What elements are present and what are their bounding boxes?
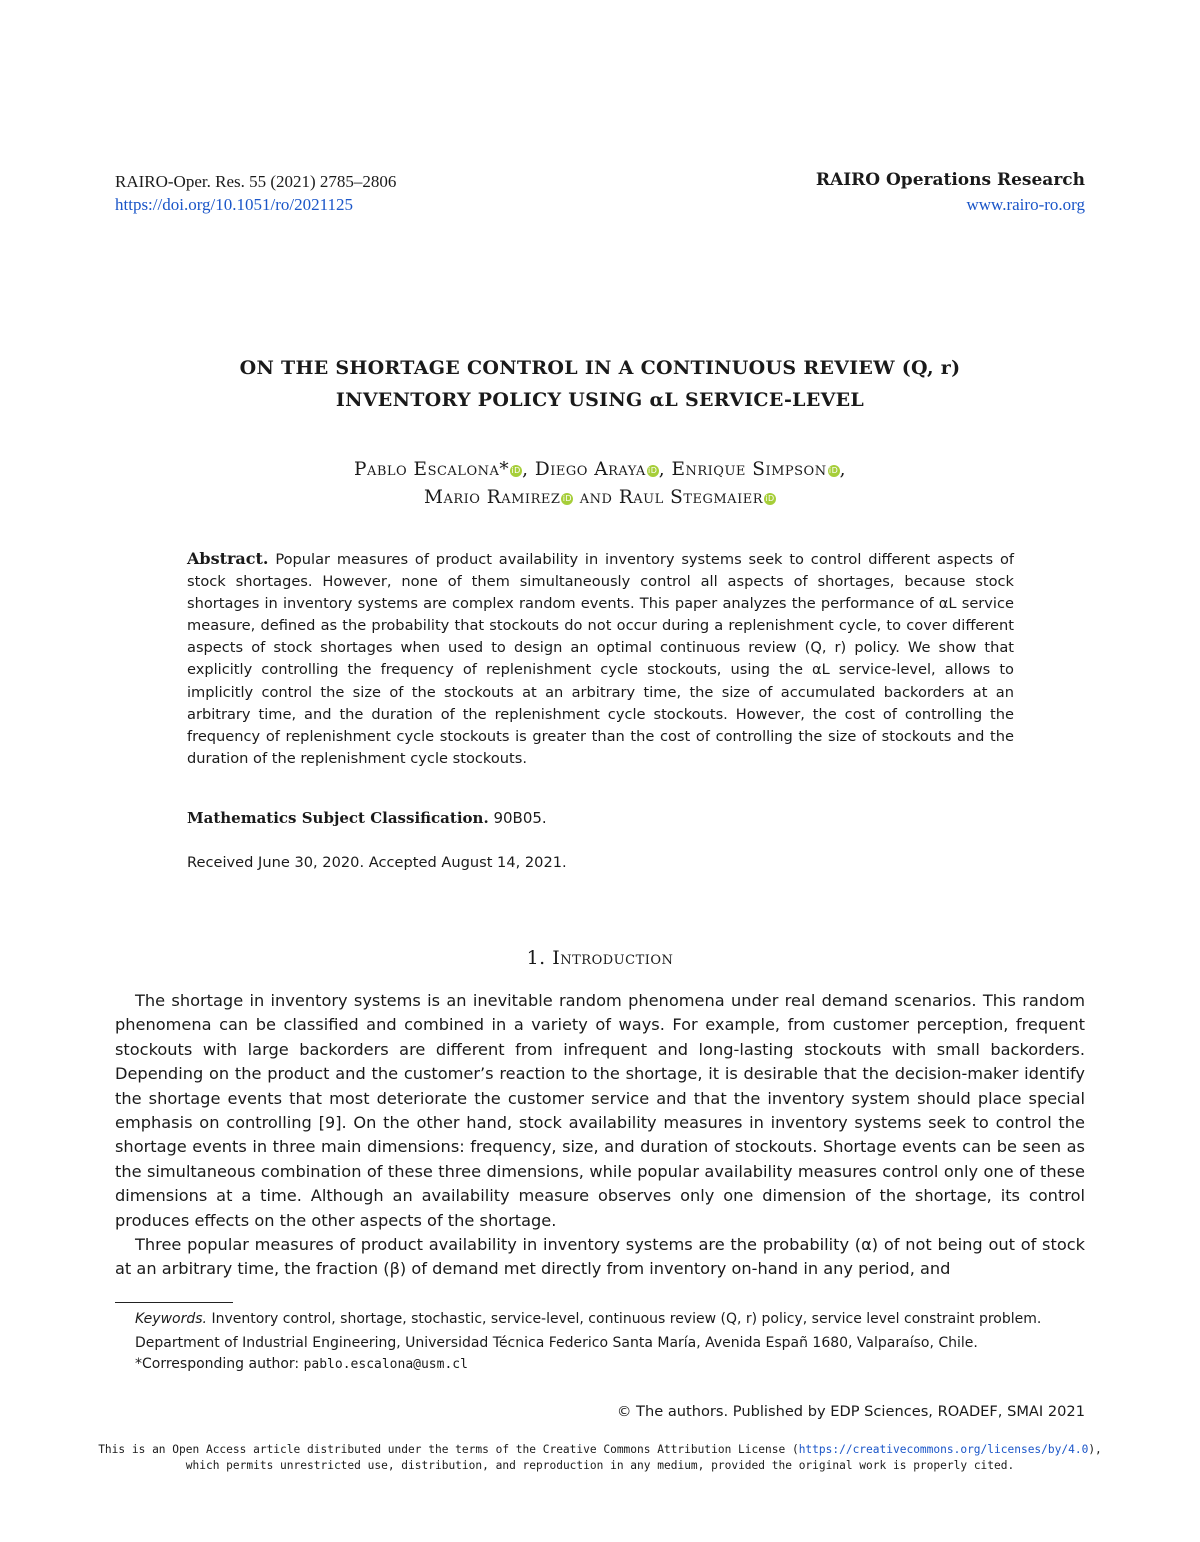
license-link[interactable]: https://creativecommons.org/licenses/by/4.0	[798, 1443, 1089, 1456]
license-notice	[90, 1442, 1110, 1474]
authors-line-1: Pablo Escalona* iD, Diego Araya iD, Enrique Simpson iD,	[354, 459, 846, 480]
section-heading	[110, 947, 1090, 969]
paper-title-line-2: INVENTORY POLICY USING αL SERVICE-LEVEL	[335, 389, 865, 411]
section-title: Introduction	[552, 947, 674, 969]
received-dates: Received June 30, 2020. Accepted August 14, 2021.	[187, 854, 567, 871]
introduction-body	[115, 989, 1085, 1282]
corresponding-label: *Corresponding author:	[135, 1356, 300, 1372]
orcid-icon[interactable]: iD	[562, 494, 573, 503]
section-number: 1.	[526, 947, 546, 969]
journal-citation: RAIRO-Oper. Res. 55 (2021) 2785–2806	[115, 172, 397, 191]
author-name: Mario Ramirez	[424, 487, 561, 508]
footnotes	[115, 1309, 1085, 1375]
affiliation: Department of Industrial Engineering, Universidad Técnica Federico Santa María, Avenida Españ 1680, Valparaíso, Chile.	[135, 1335, 978, 1351]
journal-website-link[interactable]: www.rairo-ro.org	[966, 195, 1085, 214]
keywords-text: Inventory control, shortage, stochastic, service-level, continuous review (Q, r) policy, service level constraint problem.	[211, 1311, 1042, 1327]
abstract-text: Popular measures of product availability in inventory systems seek to control different aspects of stock shortages. However, none of them simultaneously control all aspects of shortages, because stock shortages in inventory systems are complex random events. This paper analyzes the performance of αL service measure, defined as the probability that stockouts do not occur during a replenishment cycle, to cover different aspects of stock shortages when used to design an optimal continuous review (Q, r) policy. We show that explicitly controlling the frequency of replenishment cycle stockouts, using the αL service-level, allows to implicitly control the size of the stockouts at an arbitrary time, the size of accumulated backorders at an arbitrary time, and the duration of the replenishment cycle stockouts. However, the cost of controlling the frequency of replenishment cycle stockouts is greater than the cost of controlling the size of stockouts and the duration of the replenishment cycle stockouts.	[187, 551, 1015, 767]
abstract-label: Abstract.	[187, 549, 269, 568]
orcid-icon[interactable]: iD	[765, 494, 775, 503]
author-name: Enrique Simpson	[671, 459, 827, 480]
copyright-notice: © The authors. Published by EDP Sciences, ROADEF, SMAI 2021	[616, 1403, 1085, 1420]
corresponding-author	[115, 1354, 1085, 1375]
license-text: This is an Open Access article distributed under the terms of the Creative Commons Attribution License (	[98, 1443, 799, 1456]
keywords-label: Keywords.	[135, 1311, 207, 1327]
license-punct: ),	[1088, 1443, 1102, 1456]
orcid-icon[interactable]: iD	[511, 466, 521, 475]
paragraph-2: Three popular measures of product availability in inventory systems are the probability (α) of not being out of stock at an arbitrary time, the fraction (β) of demand met directly from inventory on-hand in any period, and	[115, 1235, 1085, 1279]
keywords	[115, 1309, 1085, 1330]
author-name: Raul Stegmaier	[618, 487, 763, 508]
abstract	[187, 548, 1014, 770]
msc-value: 90B05.	[493, 809, 547, 827]
orcid-icon[interactable]: iD	[648, 466, 658, 475]
footnote-divider	[115, 1302, 233, 1303]
author-name: Diego Araya	[534, 459, 646, 480]
license-line-2: which permits unrestricted use, distribution, and reproduction in any medium, provided the original work is properly cited.	[185, 1459, 1015, 1472]
paragraph-1: The shortage in inventory systems is an inevitable random phenomena under real demand scenarios. This random phenomena can be classified and combined in a variety of ways. For example, from customer perception, frequent stockouts with large backorders are different from infrequent and long-lasting stockouts with small backorders. Depending on the product and the customer’s reaction to the shortage, it is desirable that the decision-maker identify the shortage events that most deteriorate the customer service and that the inventory system should place special emphasis on controlling [9]. On the other hand, stock availability measures in inventory systems seek to control the shortage events in three main dimensions: frequency, size, and duration of stockouts. Shortage events can be seen as the simultaneous combination of these three dimensions, while popular availability measures control only one of these dimensions at a time. Although an availability measure observes only one dimension of the shortage, its control produces effects on the other aspects of the shortage.	[115, 991, 1085, 1230]
author-name: Pablo Escalona*	[354, 459, 510, 480]
journal-name: RAIRO Operations Research	[815, 170, 1085, 190]
authors-line-2	[110, 487, 1090, 508]
author-email[interactable]: pablo.escalona@usm.cl	[303, 1357, 468, 1372]
msc-classification	[187, 809, 1014, 827]
doi-link[interactable]: https://doi.org/10.1051/ro/2021125	[115, 195, 354, 214]
paper-title-line-1: ON THE SHORTAGE CONTROL IN A CONTINUOUS REVIEW (Q, r)	[239, 357, 961, 379]
orcid-icon[interactable]: iD	[828, 466, 839, 475]
and-word: and	[579, 487, 613, 508]
msc-label: Mathematics Subject Classification.	[187, 809, 489, 827]
license-line-1	[90, 1442, 1110, 1458]
